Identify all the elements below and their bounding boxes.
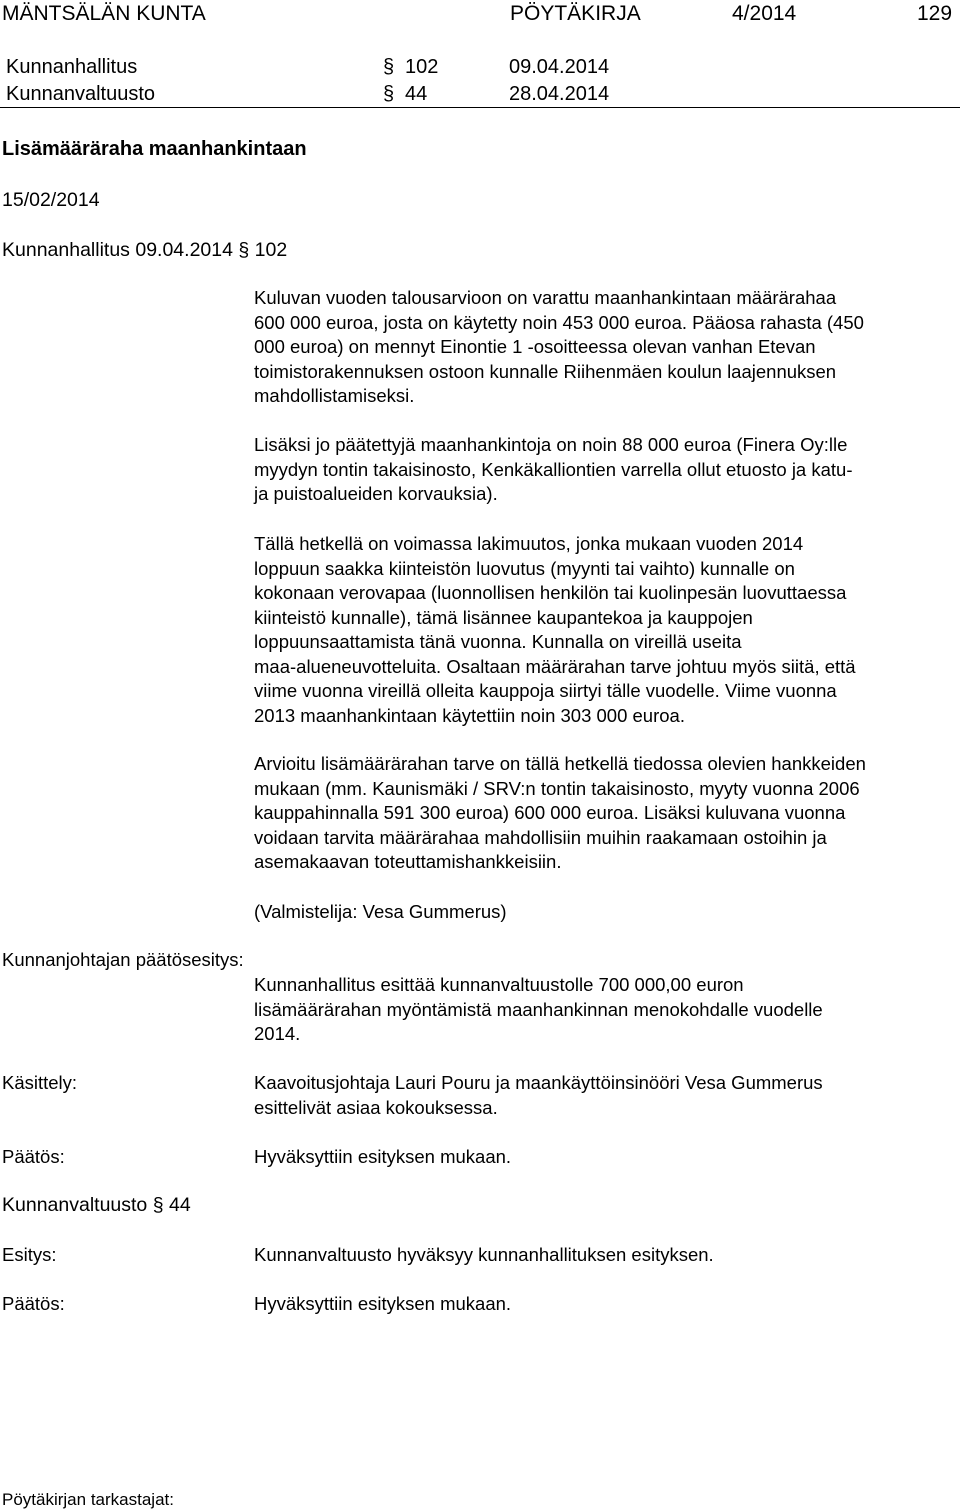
section-sign: § (238, 239, 250, 261)
line: voidaan tarvita määrärahaa mahdollisiin muihin raakamaan ostoihin ja (254, 826, 827, 848)
line: myydyn tontin takaisinosto, Kenkäkalliontien varrella ollut etuosto ja katu- (254, 458, 853, 480)
reviewers-label: Pöytäkirjan tarkastajat: (2, 1490, 174, 1509)
line: Kuluvan vuoden talousarvioon on varattu maanhankintaan määrärahaa (254, 287, 837, 308)
meeting-section: 102 (405, 56, 439, 78)
paragraph-4 (254, 752, 958, 875)
handling-label: Käsittely: (2, 1072, 78, 1093)
preparer-note: (Valmistelija: Vesa Gummerus) (254, 901, 507, 922)
municipality-name: MÄNTSÄLÄN KUNTA (2, 2, 206, 25)
line: toimistorakennuksen ostoon kunnalle Riihenmäen koulun laajennuksen (254, 360, 837, 382)
record-id: 15/02/2014 (2, 189, 100, 211)
meeting-body: Kunnanvaltuusto (6, 83, 156, 105)
kh-section-heading (2, 238, 287, 263)
line: 2014. (254, 1023, 301, 1044)
line: 000 euroa) on mennyt Einontie 1 -osoitteessa olevan vanhan Etevan (254, 336, 816, 357)
decision-label: Päätös: (2, 1146, 65, 1167)
line: 600 000 euroa, josta on käytetty noin 453 000 euroa. Pääosa rahasta (450 (254, 311, 864, 333)
line: asemakaavan toteuttamishankkeisiin. (254, 851, 562, 872)
kv-heading-section: 44 (168, 1194, 191, 1216)
line: kiinteistö kunnalle), tämä lisännee kaupantekoa ja kauppojen (254, 606, 753, 628)
kh-heading-section: 102 (254, 239, 288, 261)
line: loppuun saakka kiinteistön luovutus (myynti tai vaihto) kunnalle on (254, 557, 795, 579)
paragraph-2 (254, 433, 958, 507)
paragraph-1 (254, 286, 958, 409)
meeting-section: 44 (405, 83, 428, 105)
line: kauppahinnalla 591 300 euroa) 600 000 euroa. Lisäksi kuluvana vuonna (254, 802, 846, 823)
line: mahdollistamiseksi. (254, 385, 415, 406)
line: mukaan (mm. Kaunismäki / SRV:n tontin takaisinosto, myyty vuonna 2006 (254, 777, 860, 799)
document-type: PÖYTÄKIRJA (510, 2, 641, 25)
line: kokonaan verovapaa (luonnollisen henkilön tai kuolinpesän luovuttaessa (254, 582, 847, 603)
kh-heading-prefix: Kunnanhallitus 09.04.2014 (2, 239, 233, 261)
page-title: Lisämääräraha maanhankintaan (2, 138, 307, 160)
line: Lisäksi jo päätettyjä maanhankintoja on noin 88 000 euroa (Finera Oy:lle (254, 434, 848, 455)
kv-decision-text: Hyväksyttiin esityksen mukaan. (254, 1293, 512, 1314)
line: maa-alueneuvotteluita. Osaltaan määrärahan tarve johtuu myös siitä, että (254, 655, 856, 677)
section-sign: § (152, 1194, 164, 1216)
line: loppuunsaattamista tänä vuonna. Kunnalla on vireillä useita (254, 631, 742, 652)
meeting-date: 28.04.2014 (509, 83, 610, 105)
paragraph-3 (254, 532, 958, 728)
kv-proposal-text: Kunnanvaltuusto hyväksyy kunnanhallituksen esityksen. (254, 1244, 714, 1265)
kv-decision-label: Päätös: (2, 1293, 65, 1314)
line: Kunnanhallitus esittää kunnanvaltuustolle 700 000,00 euron (254, 974, 744, 995)
handling-text (254, 1071, 958, 1120)
line: lisämäärärahan myöntämistä maanhankinnan menokohdalle vuodelle (254, 998, 823, 1020)
line: esittelivät asiaa kokouksessa. (254, 1096, 498, 1118)
section-sign: § (383, 83, 395, 105)
line: Arvioitu lisämäärärahan tarve on tällä hetkellä tiedossa olevien hankkeiden (254, 753, 866, 774)
line: ja puistoalueiden korvauksia). (254, 483, 498, 504)
line: Kaavoitusjohtaja Lauri Pouru ja maankäyttöinsinööri Vesa Gummerus (254, 1072, 823, 1093)
proposal-label: Kunnanjohtajan päätösesitys: (2, 949, 244, 970)
line: 2013 maanhankintaan käytettiin noin 303 000 euroa. (254, 704, 685, 726)
meeting-body: Kunnanhallitus (6, 56, 138, 78)
kv-heading-prefix: Kunnanvaltuusto (2, 1194, 148, 1216)
document-number: 4/2014 (732, 2, 797, 25)
proposal-text (254, 973, 958, 1047)
header-divider (0, 107, 960, 108)
decision-text: Hyväksyttiin esityksen mukaan. (254, 1146, 512, 1167)
meeting-date: 09.04.2014 (509, 56, 610, 78)
kv-section-heading (2, 1193, 191, 1218)
kv-proposal-label: Esitys: (2, 1244, 57, 1265)
section-sign: § (383, 56, 395, 78)
line: viime vuonna vireillä olleita kauppoja siirtyi tälle vuodelle. Viime vuonna (254, 680, 837, 701)
page-number: 129 (917, 2, 953, 25)
line: Tällä hetkellä on voimassa lakimuutos, jonka mukaan vuoden 2014 (254, 533, 804, 554)
